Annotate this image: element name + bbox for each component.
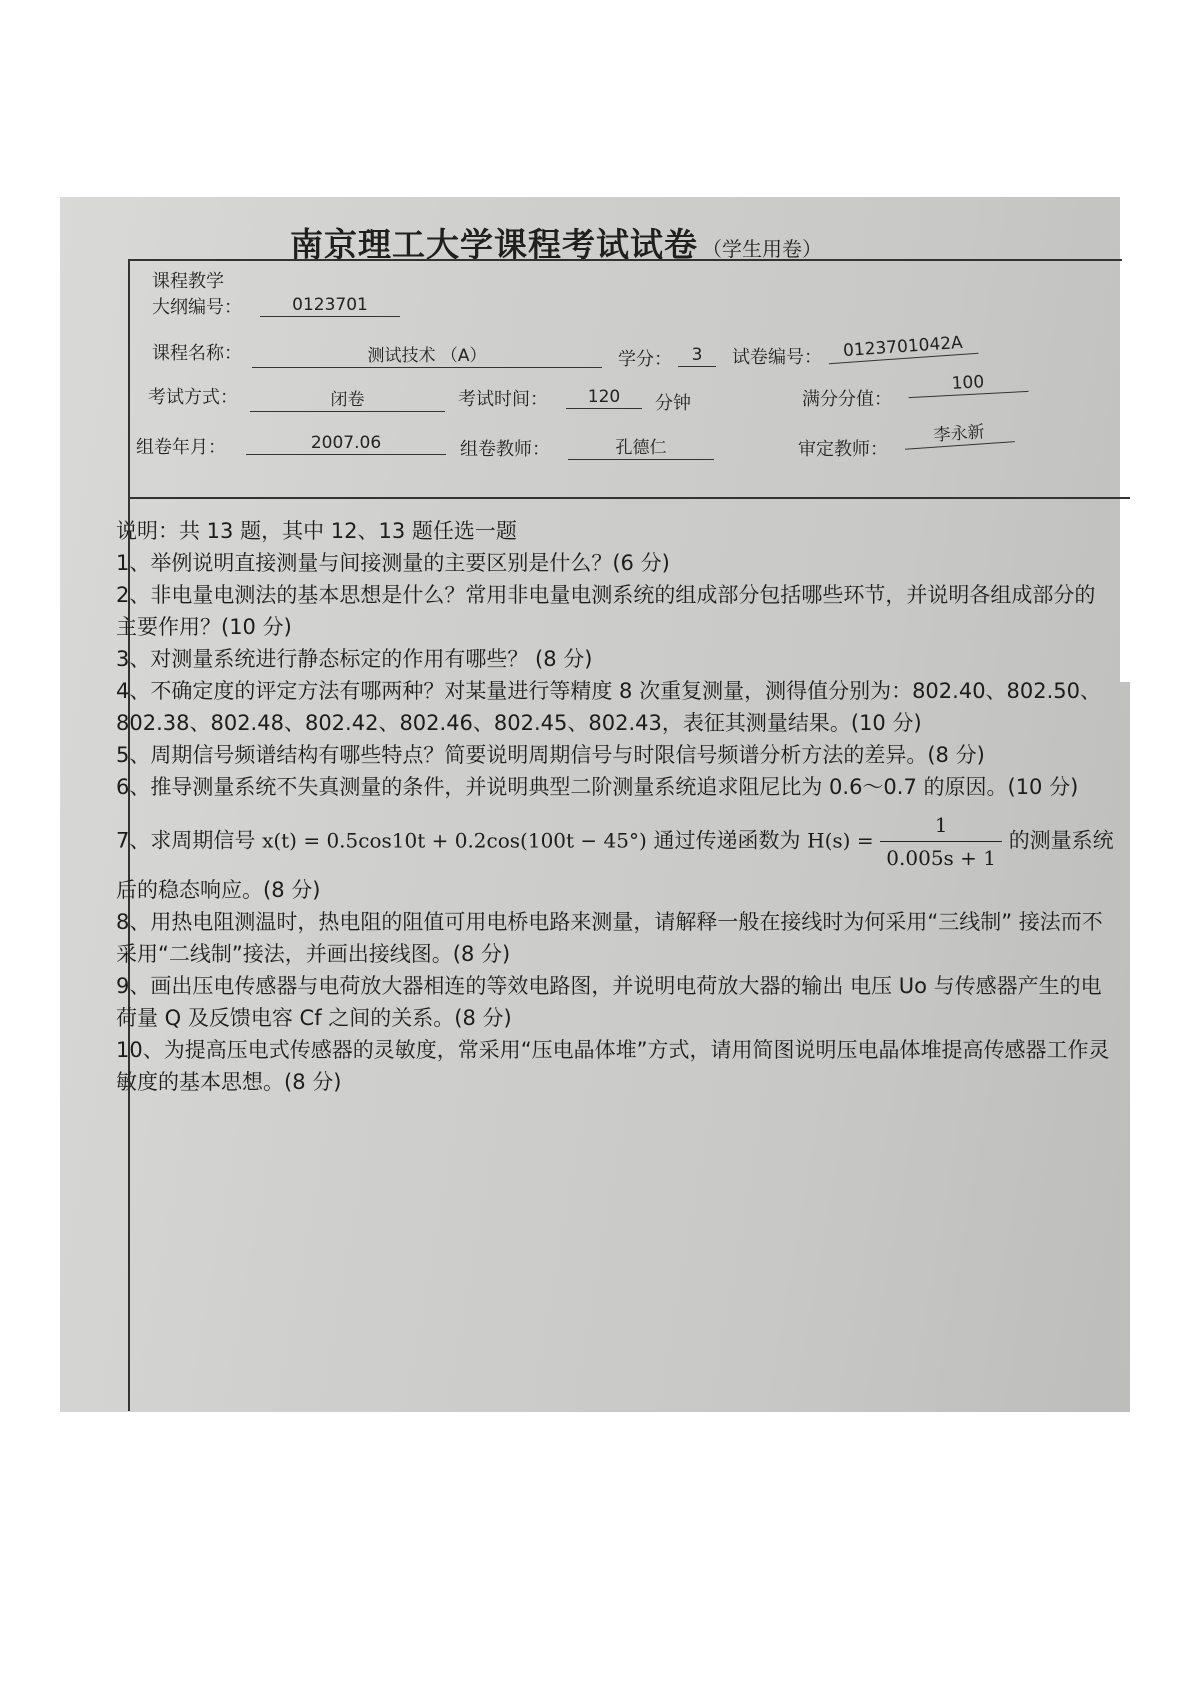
question-1: 1、举例说明直接测量与间接测量的主要区别是什么？(6 分) [116,551,670,575]
question-7-part-a: 7、求周期信号 [116,828,256,853]
course-name: 测试技术 （A） [252,341,602,368]
question-4: 4、不确定度的评定方法有哪两种？对某量进行等精度 8 次重复测量，测得值分别为：802.40、802.50、802.38、802.48、802.42、802.46、802.45、802.43，表征其测量结果。(10 分) [116,679,1102,735]
question-7-signal-formula: x(t) = 0.5cos10t + 0.2cos(100t − 45°) [262,828,647,853]
header-divider [128,497,1130,499]
exam-mode: 闭卷 [250,385,445,412]
paper-number-label: 试卷编号： [732,347,822,368]
question-6: 6、推导测量系统不失真测量的条件，并说明典型二阶测量系统追求阻尼比为 0.6～0.7 的原因。(10 分) [116,775,1079,799]
question-2: 2、非电量电测法的基本思想是什么？常用非电量电测系统的组成部分包括哪些环节，并说明各组成部分的主要作用？(10 分) [116,583,1096,639]
reviewer-label: 审定教师： [798,439,888,460]
syllabus-number: 0123701 [260,295,400,317]
question-7-part-b: 通过传递函数为 [653,828,801,853]
exam-time-label: 考试时间： [458,389,548,410]
question-7-transfer-label: H(s) = [807,828,874,853]
date-value: 2007.06 [246,433,446,455]
exam-mode-label: 考试方式： [148,387,238,408]
syllabus-label-2: 大纲编号： [152,297,242,318]
fraction-numerator: 1 [880,809,1002,842]
title-main: 南京理工大学课程考试试卷 [290,225,698,264]
exam-paper-photo [60,197,1130,1412]
full-score-label: 满分分值： [802,389,892,410]
question-7 [116,809,1116,906]
fraction-denominator: 0.005s + 1 [886,846,996,870]
question-7-part-c: 的测量系统后的稳态响应。(8 分) [116,828,1114,902]
question-9: 9、画出压电传感器与电荷放大器相连的等效电路图，并说明电荷放大器的输出 电压 Uo 与传感器产生的电荷量 Q 及反馈电容 Cf 之间的关系。(8 分) [116,974,1102,1030]
exam-time-unit: 分钟 [655,393,691,414]
syllabus-label-1: 课程教学 [152,271,224,292]
exam-note: 说明：共 13 题，其中 12、13 题任选一题 [116,519,517,543]
composer-label: 组卷教师： [460,439,550,460]
question-3: 3、对测量系统进行静态标定的作用有哪些？ (8 分) [116,647,593,671]
question-5: 5、周期信号频谱结构有哪些特点？简要说明周期信号与时限信号频谱分析方法的差异。(8 分) [116,743,985,767]
credit-label: 学分： [618,349,672,370]
credit-value: 3 [678,345,716,367]
exam-questions [116,515,1116,1098]
course-label: 课程名称： [152,343,242,364]
question-10: 10、为提高压电式传感器的灵敏度，常采用“压电晶体堆”方式，请用简图说明压电晶体堆提高传感器工作灵敏度的基本思想。(8 分) [116,1038,1110,1094]
composer-name: 孔德仁 [568,433,714,460]
exam-time: 120 [566,387,642,409]
reviewer-name: 李永新 [903,415,1015,450]
paper-number: 0123701042A [827,332,978,364]
question-7-fraction [880,809,1002,874]
question-8: 8、用热电阻测温时，热电阻的阻值可用电桥电路来测量，请解释一般在接线时为何采用“三线制” 接法而不采用“二线制”接法，并画出接线图。(8 分) [116,910,1103,966]
title-sub: （学生用卷） [702,237,822,261]
full-score: 100 [908,370,1029,398]
date-label: 组卷年月： [136,437,226,458]
